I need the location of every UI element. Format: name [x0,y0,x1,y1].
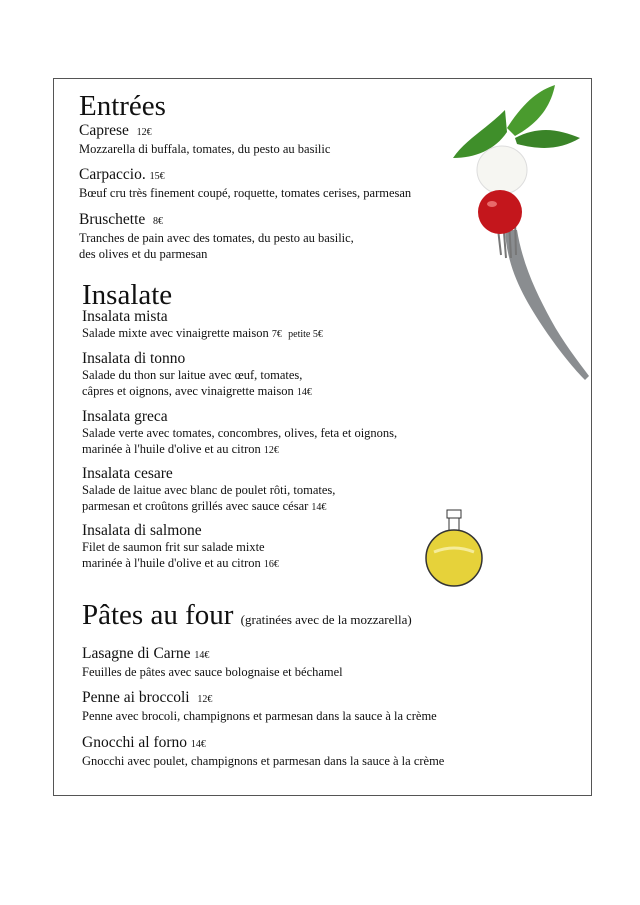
item-price-small: petite 5€ [288,329,323,340]
item-price: 7€ [271,329,282,340]
item-name: Carpaccio. [79,166,146,183]
bottle-cork [447,510,461,518]
menu-item [82,465,335,516]
item-price: 12€ [263,445,279,456]
menu-item [82,734,444,769]
item-name: Bruschette [79,211,146,228]
menu-item [82,350,312,401]
item-desc: des olives et du parmesan [79,247,208,261]
item-price: 14€ [190,739,206,750]
item-name: Insalata greca [82,408,168,425]
item-price: 14€ [296,387,312,398]
menu-item [82,689,437,724]
menu-item [82,308,323,343]
mozzarella-ball [477,146,527,194]
basil-leaf [507,85,555,136]
caprese-fork-image [445,80,590,385]
item-desc: Salade du thon sur laitue avec œuf, tomates, [82,368,303,382]
item-price: 15€ [149,171,165,182]
item-desc: Penne avec brocoli, champignons et parmesan dans la sauce à la crème [82,709,437,723]
item-desc: Bœuf cru très finement coupé, roquette, tomates cerises, parmesan [79,186,412,200]
menu-item [82,408,397,459]
item-price: 14€ [194,650,210,661]
item-desc: Tranches de pain avec des tomates, du pesto au basilic, [79,231,354,245]
item-name: Gnocchi al forno [82,734,188,751]
item-name: Insalata di salmone [82,522,202,539]
section-subtitle: (gratinées avec de la mozzarella) [240,612,412,627]
item-desc: parmesan et croûtons grillés avec sauce césar [82,499,309,513]
section-title-pates [82,599,412,636]
bottle-body [426,530,482,586]
basil-leaf [515,130,580,148]
item-desc: Gnocchi avec poulet, champignons et parmesan dans la sauce à la crème [82,754,445,768]
item-desc: Salade verte avec tomates, concombres, olives, feta et oignons, [82,426,398,440]
menu-item [79,211,354,262]
item-name: Lasagne di Carne [82,645,191,662]
section-title-insalate: Insalate [82,279,173,311]
tomato-highlight [487,201,497,207]
cherry-tomato [478,190,522,234]
item-desc: marinée à l'huile d'olive et au citron [82,442,261,456]
section-title-text: Pâtes au four [82,599,234,631]
item-desc: Salade mixte avec vinaigrette maison [82,326,269,340]
item-price: 8€ [153,216,164,227]
fork-handle [505,230,589,380]
olive-oil-bottle-image [424,508,486,588]
item-desc: Salade de laitue avec blanc de poulet rôti, tomates, [82,483,336,497]
item-price: 12€ [136,127,152,138]
section-title-entrees: Entrées [79,90,166,122]
item-price: 12€ [197,694,213,705]
item-name: Insalata cesare [82,465,173,482]
menu-item [79,166,411,201]
item-desc: marinée à l'huile d'olive et au citron [82,556,264,570]
item-desc: Filet de saumon frit sur salade mixte [82,540,265,554]
item-desc: câpres et oignons, avec vinaigrette maison [82,384,294,398]
item-desc: Feuilles de pâtes avec sauce bolognaise et béchamel [82,665,343,679]
item-desc: Mozzarella di buffala, tomates, du pesto au basilic [79,142,331,156]
item-name: Caprese [79,122,129,139]
item-price: 16€ [263,559,279,570]
menu-item [82,522,279,573]
item-name: Insalata di tonno [82,350,186,367]
item-price: 14€ [311,502,327,513]
menu-item [82,645,343,680]
item-name: Penne ai broccoli [82,689,190,706]
menu-item [79,122,330,157]
item-name: Insalata mista [82,308,168,325]
